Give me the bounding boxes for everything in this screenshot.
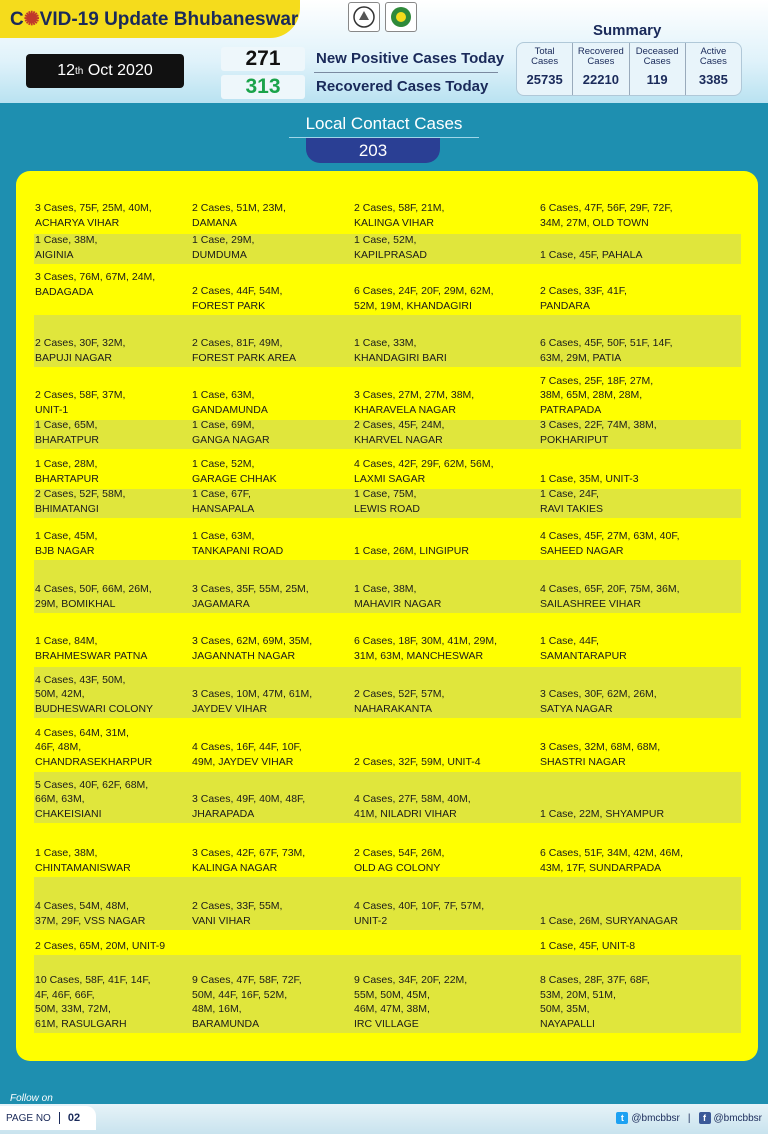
- case-cell: 3 Cases, 32M, 68M, 68M, SHASTRI NAGAR: [540, 741, 661, 768]
- case-cell: 1 Case, 38M, CHINTAMANISWAR: [35, 847, 131, 874]
- new-positive-count: 271: [221, 47, 305, 71]
- case-cell: 2 Cases, 30F, 32M, BAPUJI NAGAR: [35, 337, 126, 364]
- case-cell: 1 Case, 69M, GANGA NAGAR: [192, 419, 270, 446]
- table-row: [34, 457, 741, 488]
- case-cell: 3 Cases, 10M, 47M, 61M, JAYDEV VIHAR: [192, 688, 313, 715]
- facebook-icon: f: [699, 1112, 711, 1124]
- case-cell: 6 Cases, 18F, 30M, 41M, 29M, 31M, 63M, MANCHESWAR: [354, 635, 497, 662]
- case-cell: 3 Cases, 27M, 27M, 38M, KHARAVELA NAGAR: [354, 389, 475, 416]
- case-cell: 4 Cases, 27F, 58M, 40M, 41M, NILADRI VIHAR: [354, 793, 471, 820]
- page-number-value: 02: [59, 1112, 80, 1124]
- case-cell: 4 Cases, 40F, 10F, 7F, 57M, UNIT-2: [354, 900, 485, 927]
- table-row: [34, 234, 741, 264]
- case-cell: 2 Cases, 54F, 26M, OLD AG COLONY: [354, 847, 445, 874]
- title-prefix: C: [10, 8, 24, 30]
- table-row: [34, 267, 741, 315]
- summary-recovered: Recovered Cases 22210: [572, 43, 628, 95]
- case-cell: 1 Case, 24F, RAVI TAKIES: [540, 488, 604, 515]
- follow-label: Follow on: [10, 1093, 53, 1104]
- case-cell: 1 Case, 52M, GARAGE CHHAK: [192, 458, 277, 485]
- case-cell: 3 Cases, 42F, 67F, 73M, KALINGA NAGAR: [192, 847, 306, 874]
- table-row: [34, 772, 741, 823]
- case-cell: 7 Cases, 25F, 18F, 27M, 38M, 65M, 28M, 28M, PATRAPADA: [540, 374, 654, 416]
- case-cell: 1 Case, 52M, KAPILPRASAD: [354, 234, 427, 261]
- case-cell: 4 Cases, 43F, 50M, 50M, 42M, BUDHESWARI COLONY: [35, 673, 154, 715]
- new-positive-label: New Positive Cases Today: [316, 50, 505, 67]
- virus-icon: ✺: [23, 8, 40, 30]
- case-cell: 1 Case, 33M, KHANDAGIRI BARI: [354, 337, 447, 364]
- case-cell: 1 Case, 28M, BHARTAPUR: [35, 458, 99, 485]
- table-row: [34, 933, 741, 955]
- table-row: [34, 667, 741, 718]
- case-cell: 1 Case, 45F, PAHALA: [540, 248, 643, 261]
- table-row: [34, 877, 741, 930]
- case-cell: 2 Cases, 33F, 41F, PANDARA: [540, 285, 627, 312]
- local-contact-count: 203: [306, 138, 440, 163]
- case-cell: 2 Cases, 65M, 20M, UNIT-9: [35, 939, 166, 952]
- title-text: VID-19 Update Bhubaneswar: [39, 8, 299, 30]
- emblem-logo: [348, 2, 380, 32]
- page-number: [0, 1106, 96, 1130]
- case-cell: 1 Case, 38M, AIGINIA: [35, 234, 98, 261]
- case-cell: 2 Cases, 58F, 37M, UNIT-1: [35, 389, 126, 416]
- case-cell: 1 Case, 22M, SHYAMPUR: [540, 807, 665, 820]
- table-row: [34, 720, 741, 771]
- case-cell: 4 Cases, 65F, 20F, 75M, 36M, SAILASHREE VIHAR: [540, 583, 680, 610]
- table-row: [34, 629, 741, 665]
- recovered-label: Recovered Cases Today: [316, 78, 489, 95]
- table-row: [34, 955, 741, 1033]
- case-cell: 4 Cases, 16F, 44F, 10F, 49M, JAYDEV VIHAR: [192, 741, 302, 768]
- case-cell: 3 Cases, 35F, 55M, 25M, JAGAMARA: [192, 583, 309, 610]
- table-row: [34, 526, 741, 560]
- social-links: t @bmcbbsr | f @bmcbbsr: [610, 1106, 768, 1130]
- summary-active: Active Cases 3385: [685, 43, 741, 95]
- table-row: [34, 420, 741, 449]
- page-label: PAGE NO: [6, 1112, 51, 1124]
- summary-deceased: Deceased Cases 119: [629, 43, 685, 95]
- case-cell: 4 Cases, 64M, 31M, 46F, 48M, CHANDRASEKHARPUR: [35, 726, 153, 768]
- case-cell: 3 Cases, 49F, 40M, 48F, JHARAPADA: [192, 793, 306, 820]
- case-cell: 3 Cases, 30F, 62M, 26M, SATYA NAGAR: [540, 688, 657, 715]
- cases-panel: [16, 171, 758, 1061]
- case-cell: 1 Case, 38M, MAHAVIR NAGAR: [354, 583, 442, 610]
- case-cell: 9 Cases, 34F, 20F, 22M, 55M, 50M, 45M, 46M, 47M, 38M, IRC VILLAGE: [354, 974, 468, 1030]
- case-cell: 2 Cases, 45F, 24M, KHARVEL NAGAR: [354, 419, 445, 446]
- case-cell: 4 Cases, 54M, 48M, 37M, 29F, VSS NAGAR: [35, 900, 146, 927]
- case-cell: 10 Cases, 58F, 41F, 14F, 4F, 46F, 66F, 50M, 33M, 72M, 61M, RASULGARH: [35, 974, 151, 1030]
- summary-box: [516, 42, 742, 96]
- facebook-link[interactable]: f @bmcbbsr: [699, 1112, 763, 1124]
- bmc-logo: [385, 2, 417, 32]
- case-cell: 2 Cases, 33F, 55M, VANI VIHAR: [192, 900, 283, 927]
- case-cell: 3 Cases, 22F, 74M, 38M, POKHARIPUT: [540, 419, 657, 446]
- case-cell: 1 Case, 29M, DUMDUMA: [192, 234, 255, 261]
- case-cell: 1 Case, 67F, HANSAPALA: [192, 488, 255, 515]
- case-cell: 2 Cases, 32F, 59M, UNIT-4: [354, 755, 481, 768]
- case-cell: 5 Cases, 40F, 62F, 68M, 66M, 63M, CHAKEISIANI: [35, 778, 149, 820]
- label-divider: [314, 72, 498, 73]
- case-cell: 1 Case, 63M, GANDAMUNDA: [192, 389, 268, 416]
- case-cell: 1 Case, 45M, BJB NAGAR: [35, 530, 98, 557]
- case-cell: 1 Case, 63M, TANKAPANI ROAD: [192, 530, 284, 557]
- summary-title: Summary: [593, 22, 662, 39]
- case-cell: 1 Case, 26M, LINGIPUR: [354, 544, 469, 557]
- table-row: [34, 560, 741, 613]
- case-cell: 1 Case, 35M, UNIT-3: [540, 472, 639, 485]
- case-cell: 4 Cases, 42F, 29F, 62M, 56M, LAXMI SAGAR: [354, 458, 494, 485]
- page-title: [0, 0, 300, 38]
- case-cell: 6 Cases, 51F, 34M, 42M, 46M, 43M, 17F, SUNDARPADA: [540, 847, 683, 874]
- case-cell: 3 Cases, 76M, 67M, 24M, BADAGADA: [35, 271, 156, 298]
- table-row: [34, 842, 741, 877]
- case-cell: 2 Cases, 52F, 58M, BHIMATANGI: [35, 488, 126, 515]
- case-cell: 8 Cases, 28F, 37F, 68F, 53M, 20M, 51M, 50M, 35M, NAYAPALLI: [540, 974, 650, 1030]
- case-cell: 2 Cases, 51M, 23M, DAMANA: [192, 202, 286, 229]
- case-cell: 1 Case, 65M, BHARATPUR: [35, 419, 99, 446]
- case-cell: 6 Cases, 45F, 50F, 51F, 14F, 63M, 29M, PATIA: [540, 337, 673, 364]
- case-cell: 2 Cases, 58F, 21M, KALINGA VIHAR: [354, 202, 445, 229]
- twitter-link[interactable]: t @bmcbbsr: [616, 1112, 680, 1124]
- case-cell: 1 Case, 84M, BRAHMESWAR PATNA: [35, 635, 148, 662]
- table-row: [34, 315, 741, 367]
- table-row: [34, 369, 741, 419]
- case-cell: 3 Cases, 75F, 25M, 40M, ACHARYA VIHAR: [35, 202, 152, 229]
- case-cell: 1 Case, 26M, SURYANAGAR: [540, 914, 678, 927]
- case-cell: 6 Cases, 24F, 20F, 29M, 62M, 52M, 19M, KHANDAGIRI: [354, 285, 494, 312]
- header: [0, 0, 768, 103]
- case-cell: 9 Cases, 47F, 58F, 72F, 50M, 44F, 16F, 52M, 48M, 16M, BARAMUNDA: [192, 974, 302, 1030]
- case-cell: 2 Cases, 81F, 49M, FOREST PARK AREA: [192, 337, 297, 364]
- case-cell: 6 Cases, 47F, 56F, 29F, 72F, 34M, 27M, OLD TOWN: [540, 202, 673, 229]
- case-cell: 2 Cases, 44F, 54M, FOREST PARK: [192, 285, 283, 312]
- table-row: [34, 489, 741, 518]
- case-cell: 3 Cases, 62M, 69M, 35M, JAGANNATH NAGAR: [192, 635, 313, 662]
- case-cell: 2 Cases, 52F, 57M, NAHARAKANTA: [354, 688, 445, 715]
- case-cell: 4 Cases, 45F, 27M, 63M, 40F, SAHEED NAGAR: [540, 530, 680, 557]
- summary-total: Total Cases 25735: [526, 46, 563, 87]
- case-cell: 1 Case, 44F, SAMANTARAPUR: [540, 635, 627, 662]
- local-contact-title: Local Contact Cases: [305, 114, 463, 133]
- table-row: [34, 186, 741, 232]
- twitter-icon: t: [616, 1112, 628, 1124]
- date-badge: 12 th Oct 2020: [26, 54, 184, 88]
- case-cell: 4 Cases, 50F, 66M, 26M, 29M, BOMIKHAL: [35, 583, 152, 610]
- recovered-count: 313: [221, 75, 305, 99]
- case-cell: 1 Case, 75M, LEWIS ROAD: [354, 488, 420, 515]
- case-cell: 1 Case, 45F, UNIT-8: [540, 939, 636, 952]
